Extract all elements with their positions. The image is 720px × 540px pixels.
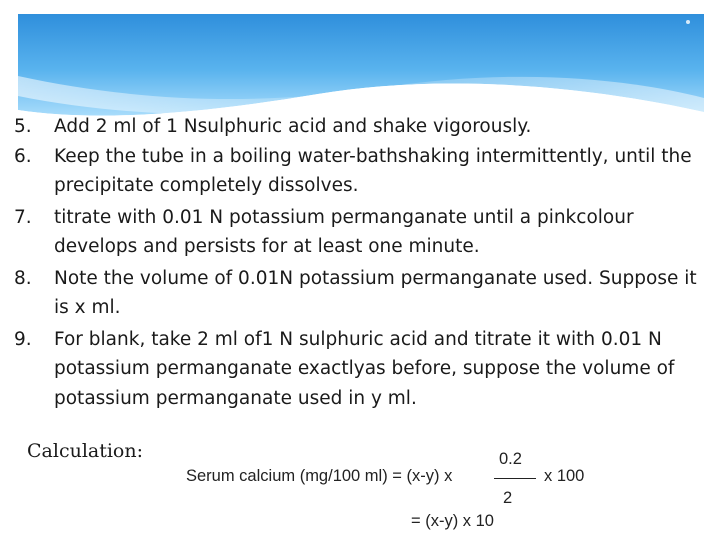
list-item <box>14 325 714 414</box>
formula-multiplier: x 100 <box>544 467 585 485</box>
step-text: titrate with 0.01 N potassium permanganate until a pinkcolour develops and persists for at least one minute. <box>54 206 634 257</box>
procedure-steps <box>14 112 714 413</box>
formula-numerator: 0.2 <box>499 450 522 468</box>
step-number: 7. <box>14 206 32 228</box>
list-item <box>14 142 714 201</box>
step-number: 6. <box>14 145 32 167</box>
list-item <box>14 264 714 323</box>
formula-result: = (x-y) x 10 <box>411 512 494 530</box>
step-number: 9. <box>14 328 32 350</box>
formula-denominator: 2 <box>503 489 513 507</box>
formula-lhs: Serum calcium (mg/100 ml) = (x-y) x <box>186 467 453 485</box>
step-number: 8. <box>14 267 32 289</box>
fraction-bar <box>494 478 536 479</box>
list-item <box>14 203 714 262</box>
step-text: Note the volume of 0.01N potassium permanganate used. Suppose it is x ml. <box>54 267 697 318</box>
list-item <box>14 112 714 142</box>
header-banner <box>18 14 704 126</box>
step-text: Add 2 ml of 1 Nsulphuric acid and shake vigorously. <box>54 116 532 137</box>
calculation-heading: Calculation: <box>27 440 144 462</box>
step-number: 5. <box>14 116 32 137</box>
step-text: Keep the tube in a boiling water-bathshaking intermittently, until the precipitate completely dissolves. <box>54 145 692 196</box>
step-text: For blank, take 2 ml of1 N sulphuric acid and titrate it with 0.01 N potassium permanganate exactlyas before, suppose the volume of potassium permanganate used in y ml. <box>54 328 675 409</box>
